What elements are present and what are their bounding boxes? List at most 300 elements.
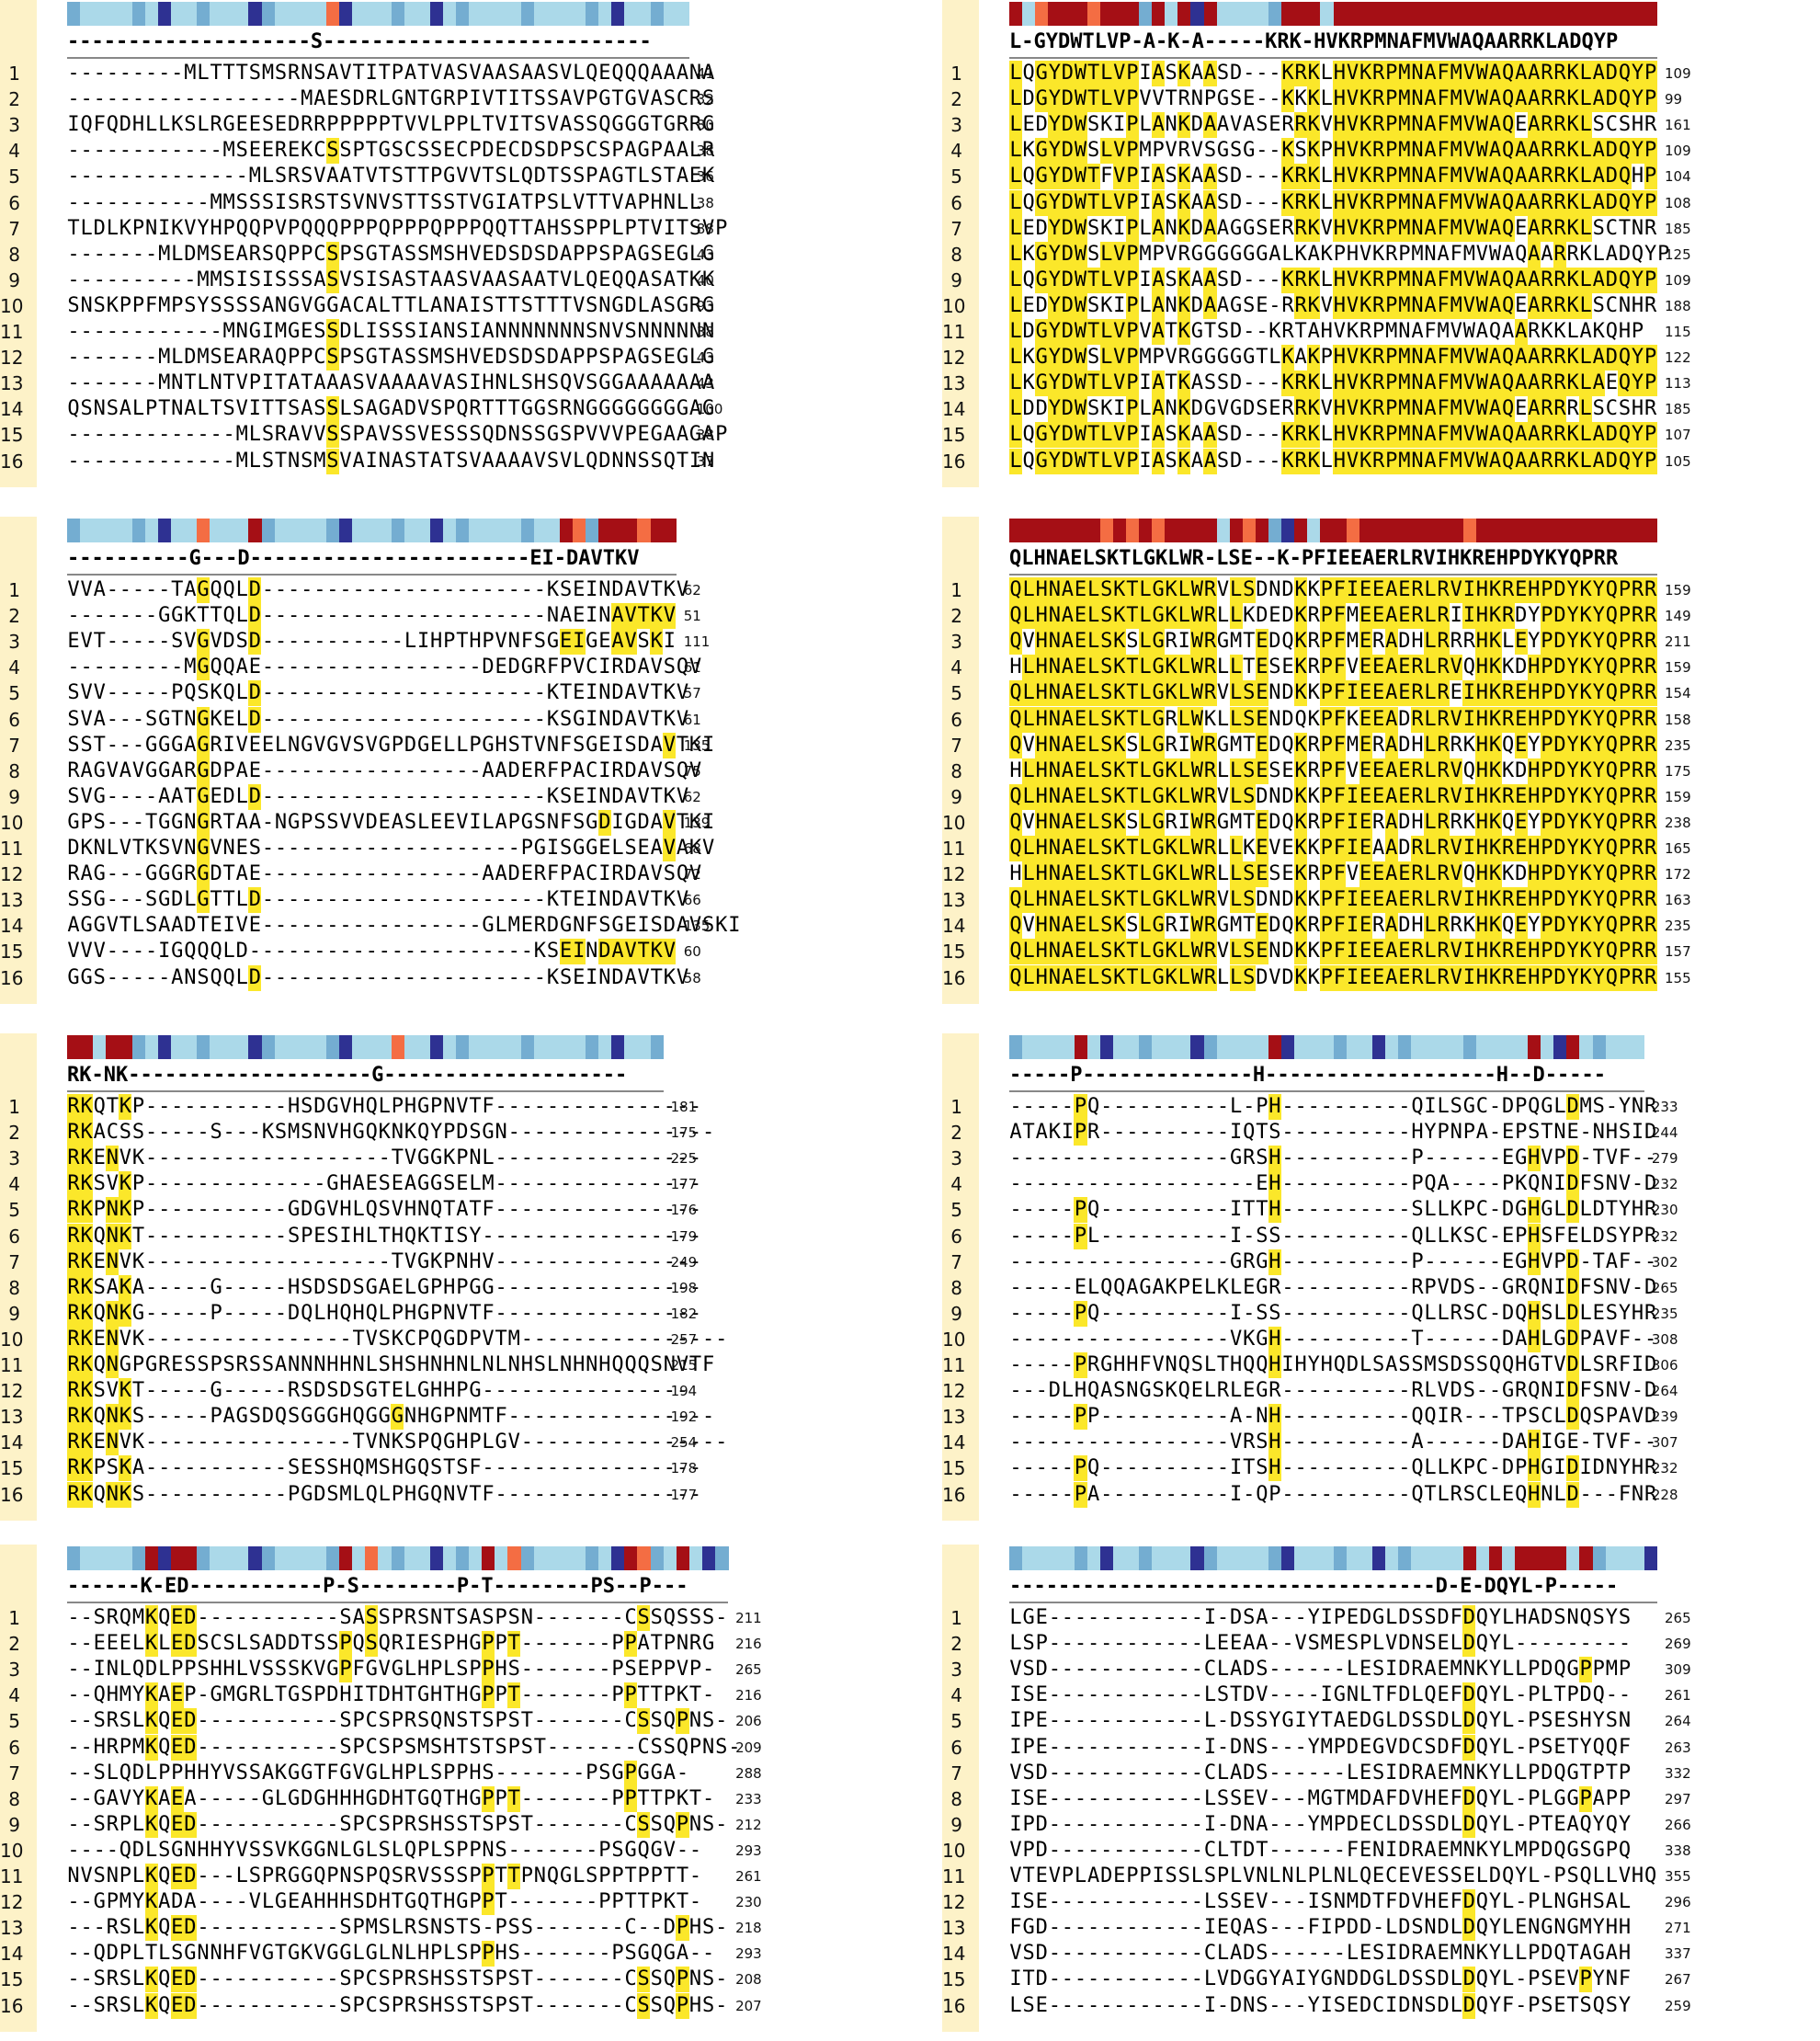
- conservation-cell: [378, 2, 392, 26]
- conservation-cell: [1126, 2, 1140, 26]
- conservation-cell: [1113, 519, 1127, 542]
- consensus-sequence: RK-NK--------------------G--------------------: [67, 1064, 628, 1087]
- conservation-cell: [1281, 1546, 1295, 1570]
- sequence-residues: FGD------------IEQAS---FIPDD-LDSNDLDQYLENGNGMYHH: [1009, 1916, 1632, 1940]
- conservation-cell: [171, 1546, 185, 1570]
- sequence-index: 10: [942, 294, 966, 317]
- sequence-end-position: 93: [696, 297, 714, 314]
- sequence-end-position: 109: [1665, 271, 1691, 289]
- conservation-cell: [210, 1546, 223, 1570]
- conservation-cell: [1566, 1546, 1580, 1570]
- sequence-end-position: 238: [1665, 814, 1691, 831]
- conservation-cell: [275, 519, 289, 542]
- alignment-panel: [942, 517, 1820, 1013]
- conservation-cell: [197, 2, 210, 26]
- conservation-cell: [1619, 1035, 1632, 1059]
- conservation-cell: [1450, 1035, 1463, 1059]
- sequence-end-position: 206: [735, 1713, 762, 1730]
- conservation-cell: [1190, 1035, 1204, 1059]
- conservation-cell: [119, 1546, 132, 1570]
- conservation-cell: [1372, 1035, 1386, 1059]
- sequence-index: 5: [8, 1199, 20, 1222]
- sequence-end-position: 288: [735, 1764, 762, 1782]
- conservation-cell: [547, 1035, 561, 1059]
- conservation-cell: [132, 1035, 146, 1059]
- sequence-residues: AGGVTLSAADTEIVE-----------------GLMERDGNFSGEISDAVSKI: [67, 914, 741, 938]
- consensus-divider: [67, 1090, 664, 1092]
- conservation-cell: [80, 519, 94, 542]
- sequence-index: 7: [8, 217, 20, 240]
- conservation-cell: [651, 519, 665, 542]
- conservation-cell: [1385, 519, 1399, 542]
- sequence-residues: --------------MLSRSVAATVTSTTPGVVTSLQDTSSPAGTLSTAEK: [67, 165, 715, 188]
- sequence-residues: VVA-----TAGQQLD----------------------KSEINDAVTKV: [67, 578, 689, 601]
- sequence-index: 1: [8, 579, 20, 601]
- sequence-residues: -----PQ----------ITTH----------SLLKPC-DGHGLDLDTYHR: [1009, 1198, 1657, 1222]
- conservation-cell: [1515, 1546, 1529, 1570]
- conservation-cell: [456, 1035, 470, 1059]
- sequence-index: 5: [950, 1199, 962, 1222]
- sequence-index: 13: [942, 372, 966, 395]
- conservation-cell: [275, 1035, 289, 1059]
- sequence-index: 3: [950, 1147, 962, 1170]
- sequence-index: 12: [0, 347, 24, 370]
- conservation-cell: [145, 1546, 159, 1570]
- conservation-cell: [482, 1546, 495, 1570]
- sequence-residues: --QDPLTLSGNNHFVGTGKVGGLGLNLHPLSPPHS-------PSGQGA--: [67, 1942, 715, 1966]
- sequence-residues: ------------MNGIMGESSDLISSSIANSIANNNNNNNSNVSNNNNNN: [67, 320, 715, 343]
- sequence-end-position: 257: [670, 1330, 698, 1348]
- conservation-cell: [677, 1546, 690, 1570]
- conservation-cell: [1424, 1035, 1438, 1059]
- sequence-end-position: 38: [696, 324, 714, 340]
- conservation-cell: [1048, 1035, 1062, 1059]
- conservation-cell: [664, 1546, 677, 1570]
- conservation-cell: [443, 519, 457, 542]
- sequence-index: 15: [0, 424, 24, 447]
- conservation-cell: [611, 1546, 625, 1570]
- conservation-cell: [1190, 2, 1204, 26]
- conservation-cell: [313, 1546, 327, 1570]
- conservation-cell: [1334, 1546, 1348, 1570]
- conservation-cell: [1579, 1546, 1593, 1570]
- conservation-cell: [1256, 1546, 1269, 1570]
- conservation-cell: [171, 2, 185, 26]
- alignment-panel: [0, 517, 878, 1013]
- conservation-cell: [158, 2, 172, 26]
- sequence-index: 6: [8, 191, 20, 214]
- conservation-cell: [1204, 1546, 1218, 1570]
- conservation-cell: [443, 2, 457, 26]
- sequence-end-position: 239: [1651, 1408, 1678, 1426]
- conservation-cell: [507, 1035, 521, 1059]
- conservation-cell: [210, 2, 223, 26]
- sequence-index: 15: [0, 941, 24, 963]
- conservation-bar: [1009, 1546, 1657, 1570]
- sequence-residues: -------------MLSRAVVSSPAVSSVESSSQDNSSGSPVVVPEGAAGAP: [67, 423, 728, 447]
- conservation-cell: [1152, 1546, 1166, 1570]
- sequence-residues: LEDYDWSKIPLANKDAAVASERRKVHVKRPMNAFMVWAQEARRKLSCSHR: [1009, 113, 1657, 137]
- conservation-cell: [352, 519, 366, 542]
- conservation-cell: [1541, 1546, 1554, 1570]
- sequence-end-position: 228: [1651, 1486, 1678, 1503]
- sequence-index: 16: [942, 1994, 966, 2017]
- sequence-residues: LQGYDWTLVPIASKAASD---KRKLHVKRPMNAFMVWAQAARRKLADQYP: [1009, 423, 1657, 447]
- sequence-end-position: 157: [1665, 943, 1691, 961]
- alignment-panel: [0, 0, 878, 496]
- conservation-cell: [482, 2, 495, 26]
- sequence-residues: LEDYDWSKIPLANKDAAGSE-RRKVHVKRPMNAFMVWAQEARRKLSCNHR: [1009, 293, 1657, 317]
- sequence-residues: RKENVK----------------TVSKCPQGDPVTM----------------: [67, 1327, 728, 1351]
- sequence-residues: RKENVK-------------------TVGGKPNL----------------: [67, 1146, 702, 1170]
- conservation-cell: [547, 1546, 561, 1570]
- consensus-sequence: ----------G---D-----------------------EI-DAVTKV: [67, 547, 640, 570]
- conservation-cell: [1243, 1035, 1257, 1059]
- conservation-cell: [1644, 1546, 1658, 1570]
- sequence-residues: LDGYDWTLVPVVTRNPGSE--KKKLHVKRPMNAFMVWAQAARRKLADQYP: [1009, 87, 1657, 111]
- sequence-residues: RKQNKT-----------SPESIHLTHQKTISY-----------------: [67, 1224, 702, 1248]
- sequence-residues: LSP------------LEEAA--VSMESPLVDNSELDQYL---------: [1009, 1632, 1632, 1656]
- conservation-bar: [1009, 1035, 1644, 1059]
- sequence-index: 10: [0, 1328, 24, 1351]
- consensus-divider: [67, 57, 689, 59]
- conservation-cell: [702, 1546, 716, 1570]
- sequence-residues: QSNSALPTNALTSVITTSASSLSAGADVSPQRTTTGGSRNGGGGGGGGAG: [67, 397, 715, 421]
- conservation-cell: [378, 519, 392, 542]
- conservation-cell: [573, 2, 586, 26]
- conservation-cell: [1347, 1546, 1360, 1570]
- sequence-index: 11: [0, 1354, 24, 1376]
- sequence-index: 6: [950, 191, 962, 214]
- conservation-cell: [469, 1546, 483, 1570]
- sequence-end-position: 297: [1665, 1790, 1691, 1807]
- conservation-cell: [158, 519, 172, 542]
- sequence-residues: --GAVYKAEA-----GLGDGHHHGDHTGQTHGPPT-------PPTTPKT-: [67, 1786, 715, 1810]
- conservation-cell: [67, 1035, 81, 1059]
- conservation-cell: [715, 1546, 729, 1570]
- conservation-cell: [1463, 1035, 1477, 1059]
- conservation-cell: [1619, 2, 1632, 26]
- sequence-end-position: 159: [1665, 659, 1691, 677]
- sequence-index: 12: [942, 347, 966, 370]
- sequence-residues: ---------MLTTTSMSRNSAVTITPATVASVAASAASVLQEQQQAAANA: [67, 62, 715, 85]
- conservation-cell: [1372, 519, 1386, 542]
- sequence-residues: RKQNKS-----------PGDSMLQLPHGQNVTF----------------: [67, 1482, 702, 1506]
- sequence-residues: QLHNAELSKTLGKLWRVLSENDKKPFIEEAERLRVIHKREHPDYKYQPRR: [1009, 940, 1657, 963]
- sequence-index: 4: [950, 1173, 962, 1196]
- sequence-end-position: 182: [670, 1305, 698, 1322]
- conservation-cell: [664, 2, 677, 26]
- conservation-cell: [1126, 519, 1140, 542]
- conservation-cell: [1450, 1546, 1463, 1570]
- conservation-cell: [495, 2, 508, 26]
- conservation-cell: [1528, 1546, 1541, 1570]
- sequence-residues: LDGYDWTLVPVATKGTSD--KRTAHVKRPMNAFMVWAQAARKKLAKQHP: [1009, 320, 1644, 343]
- sequence-end-position: 265: [1665, 1610, 1691, 1626]
- sequence-end-position: 279: [1651, 1150, 1678, 1168]
- conservation-cell: [1087, 2, 1101, 26]
- sequence-end-position: 107: [1665, 427, 1691, 444]
- sequence-end-position: 62: [683, 582, 701, 599]
- conservation-cell: [145, 519, 159, 542]
- sequence-index: 7: [950, 734, 962, 757]
- conservation-cell: [1190, 1546, 1204, 1570]
- conservation-cell: [378, 1035, 392, 1059]
- conservation-cell: [288, 1546, 301, 1570]
- sequence-index: 13: [0, 1406, 24, 1429]
- conservation-cell: [1113, 1035, 1127, 1059]
- conservation-cell: [262, 1035, 276, 1059]
- sequence-index: 3: [8, 1147, 20, 1170]
- sequence-index: 3: [950, 631, 962, 654]
- conservation-cell: [1009, 1546, 1023, 1570]
- sequence-end-position: 175: [1665, 762, 1691, 780]
- sequence-residues: --HRPMKQED-----------SPCSPSMSHTSTSPST-------CSSQPNS-: [67, 1735, 741, 1759]
- conservation-cell: [106, 519, 119, 542]
- sequence-end-position: 109: [1665, 143, 1691, 160]
- conservation-cell: [1307, 519, 1321, 542]
- conservation-cell: [352, 1546, 366, 1570]
- sequence-index: 11: [0, 838, 24, 860]
- sequence-end-position: 307: [1651, 1434, 1678, 1452]
- conservation-cell: [1230, 2, 1244, 26]
- conservation-cell: [586, 519, 599, 542]
- conservation-cell: [352, 1035, 366, 1059]
- conservation-cell: [1553, 519, 1567, 542]
- conservation-cell: [1268, 1546, 1282, 1570]
- conservation-cell: [1204, 1035, 1218, 1059]
- conservation-cell: [1593, 1035, 1607, 1059]
- sequence-residues: -----PQ----------I-SS----------QLLRSC-DQHSLDLESYHR: [1009, 1301, 1657, 1325]
- conservation-bar: [67, 1035, 664, 1059]
- sequence-residues: -----PQ----------L-PH----------QILSGC-DPQGLDMS-YNR: [1009, 1095, 1657, 1118]
- conservation-bar: [1009, 2, 1657, 26]
- conservation-cell: [197, 1035, 210, 1059]
- sequence-index: 1: [950, 63, 962, 85]
- conservation-cell: [197, 519, 210, 542]
- sequence-residues: -----PRGHHFVNQSLTHQQHIHYHQDLSASSMSDSSQQHGTVDLSRFID: [1009, 1353, 1657, 1376]
- conservation-cell: [365, 1546, 379, 1570]
- sequence-index: 4: [8, 140, 20, 163]
- conservation-cell: [1489, 1035, 1503, 1059]
- sequence-index: 2: [950, 605, 962, 628]
- consensus-divider: [1009, 1090, 1644, 1092]
- sequence-index: 15: [0, 1457, 24, 1480]
- conservation-cell: [598, 1546, 612, 1570]
- conservation-cell: [1075, 1035, 1088, 1059]
- conservation-cell: [1411, 1035, 1425, 1059]
- conservation-cell: [1281, 2, 1295, 26]
- conservation-cell: [1424, 519, 1438, 542]
- sequence-index: 13: [0, 889, 24, 912]
- conservation-cell: [1152, 519, 1166, 542]
- conservation-cell: [1553, 1546, 1567, 1570]
- sequence-residues: --SRPLKQED-----------SPCSPRSHSSTSPST-------CSSQPNS-: [67, 1812, 728, 1836]
- conservation-cell: [1632, 519, 1645, 542]
- alignment-panel: [0, 1545, 878, 2041]
- sequence-index: 15: [942, 1968, 966, 1991]
- sequence-index: 5: [950, 1710, 962, 1733]
- conservation-cell: [222, 2, 236, 26]
- conservation-cell: [507, 2, 521, 26]
- sequence-index: 11: [942, 1354, 966, 1376]
- conservation-cell: [1294, 2, 1308, 26]
- conservation-cell: [248, 2, 262, 26]
- sequence-residues: IPD------------I-DNA---YMPDECLDSSDLDQYL-PTEAQYQY: [1009, 1812, 1632, 1836]
- conservation-cell: [1476, 1035, 1490, 1059]
- conservation-cell: [1035, 1035, 1049, 1059]
- conservation-cell: [1217, 2, 1231, 26]
- sequence-end-position: 43: [696, 349, 714, 367]
- sequence-residues: --SLQDLPPHHYVSSAKGGTFGVGLHPLSPPHS-------PSGPGGA-: [67, 1761, 689, 1784]
- conservation-cell: [534, 2, 548, 26]
- sequence-residues: SVV-----PQSKQLD----------------------KTEINDAVTKV: [67, 681, 689, 705]
- sequence-residues: -----------------VRSH----------A------DAHIGE-TVF--: [1009, 1431, 1657, 1454]
- sequence-index: 2: [950, 88, 962, 111]
- conservation-cell: [586, 1546, 599, 1570]
- sequence-index: 4: [950, 140, 962, 163]
- conservation-cell: [1606, 1035, 1620, 1059]
- conservation-cell: [1075, 2, 1088, 26]
- sequence-index: 13: [942, 1406, 966, 1429]
- consensus-sequence: -----------------------------------D-E-DQYL-P-----: [1009, 1575, 1619, 1598]
- conservation-cell: [637, 519, 651, 542]
- conservation-cell: [1100, 2, 1114, 26]
- conservation-cell: [1632, 1035, 1645, 1059]
- conservation-cell: [482, 1035, 495, 1059]
- sequence-end-position: 88: [696, 220, 714, 237]
- sequence-end-position: 216: [735, 1687, 762, 1705]
- sequence-residues: LQGYDWTLVPIASKAASD---KRKLHVKRPMNAFMVWAQAARRKLADQYP: [1009, 268, 1657, 291]
- conservation-cell: [1372, 2, 1386, 26]
- sequence-residues: QVHNAELSKSLGRIWRGMTEDQKRPFIERADHLRRKHKQEYPDYKYQPRR: [1009, 914, 1657, 938]
- sequence-index: 7: [8, 734, 20, 757]
- sequence-residues: IPE------------L-DSSYGIYTAEDGLDSSDLDQYL-PSESHYSN: [1009, 1709, 1632, 1733]
- conservation-cell: [495, 1035, 508, 1059]
- conservation-cell: [1307, 1035, 1321, 1059]
- sequence-index: 3: [950, 1659, 962, 1682]
- sequence-index: 16: [942, 450, 966, 473]
- sequence-residues: ITD------------LVDGGYAIYGNDDGLDSSDLDQYL-PSEVPYNF: [1009, 1967, 1632, 1991]
- sequence-end-position: 269: [1665, 1636, 1691, 1653]
- conservation-cell: [651, 1546, 665, 1570]
- sequence-index: 16: [942, 1483, 966, 1506]
- sequence-index: 15: [942, 941, 966, 963]
- conservation-cell: [507, 1546, 521, 1570]
- sequence-end-position: 176: [670, 1202, 698, 1219]
- sequence-end-position: 309: [1665, 1661, 1691, 1679]
- sequence-end-position: 332: [1665, 1764, 1691, 1782]
- sequence-end-position: 218: [735, 1920, 762, 1937]
- sequence-end-position: 177: [670, 1486, 698, 1503]
- sequence-index: 4: [950, 1684, 962, 1707]
- sequence-index: 5: [8, 682, 20, 705]
- conservation-cell: [430, 1546, 444, 1570]
- sequence-index: 6: [950, 1736, 962, 1759]
- conservation-cell: [1553, 2, 1567, 26]
- sequence-index: 11: [0, 1865, 24, 1887]
- sequence-end-position: 38: [696, 194, 714, 211]
- conservation-cell: [145, 2, 159, 26]
- conservation-cell: [365, 1035, 379, 1059]
- sequence-index: 9: [8, 268, 20, 291]
- conservation-cell: [1152, 1035, 1166, 1059]
- sequence-end-position: 158: [1665, 711, 1691, 728]
- conservation-cell: [430, 2, 444, 26]
- conservation-cell: [119, 519, 132, 542]
- sequence-end-position: 99: [1665, 91, 1683, 108]
- sequence-end-position: 66: [683, 892, 701, 909]
- conservation-cell: [1087, 1035, 1101, 1059]
- sequence-residues: RKENVK-------------------TVGKPNHV----------------: [67, 1249, 702, 1273]
- sequence-index: 3: [8, 1659, 20, 1682]
- sequence-end-position: 230: [735, 1894, 762, 1911]
- sequence-residues: -----ELQQAGAKPELKLEGR----------RPVDS--GRQNIDFSNV-D: [1009, 1275, 1657, 1299]
- conservation-cell: [132, 519, 146, 542]
- sequence-end-position: 265: [735, 1661, 762, 1679]
- sequence-end-position: 62: [683, 788, 701, 805]
- conservation-cell: [1294, 1035, 1308, 1059]
- sequence-end-position: 302: [1651, 1253, 1678, 1271]
- sequence-index: 2: [8, 1122, 20, 1145]
- conservation-cell: [1256, 519, 1269, 542]
- conservation-cell: [573, 519, 586, 542]
- conservation-cell: [313, 519, 327, 542]
- sequence-residues: --SRSLKQED-----------SPCSPRSQNSTSPST-------CSSQPNS-: [67, 1709, 728, 1733]
- conservation-cell: [573, 1035, 586, 1059]
- sequence-end-position: 159: [1665, 582, 1691, 599]
- conservation-cell: [1139, 519, 1153, 542]
- conservation-cell: [222, 519, 236, 542]
- sequence-residues: LSE------------I-DNS---YISEDCIDNSDLDQYF-PSETSQSY: [1009, 1993, 1632, 2017]
- conservation-cell: [637, 1035, 651, 1059]
- consensus-sequence: --------------------S---------------------------: [67, 30, 652, 53]
- sequence-residues: RKQNGPGRESSPSRSSANNNHHNLSHSHNHNLNLNHSLNHNHQQQSNVTF: [67, 1353, 715, 1376]
- sequence-residues: QVHNAELSKSLGRIWRGMTEDQKRPFMERADHLRRRHKLEYPDYKYQPRR: [1009, 630, 1657, 654]
- sequence-residues: IQFQDHLLKSLRGEESEDRRPPPPPTVVLPPLTVITSVASSQGGGTGRRG: [67, 113, 715, 137]
- sequence-end-position: 261: [735, 1868, 762, 1885]
- sequence-end-position: 135: [683, 736, 711, 754]
- conservation-cell: [611, 1035, 625, 1059]
- sequence-residues: QLHNAELSKTLGKLWRVLSDNDKKPFIEEAERLRVIHKREHPDYKYQPRR: [1009, 784, 1657, 808]
- sequence-index: 12: [0, 1380, 24, 1403]
- conservation-cell: [1398, 1035, 1412, 1059]
- conservation-cell: [326, 519, 340, 542]
- sequence-end-position: 254: [670, 1434, 698, 1452]
- sequence-residues: LEDYDWSKIPLANKDAAGGSERRKVHVKRPMNAFMVWAQEARRKLSCTNR: [1009, 216, 1657, 240]
- sequence-end-position: 296: [1665, 1894, 1691, 1911]
- conservation-cell: [1139, 1546, 1153, 1570]
- sequence-end-position: 207: [735, 1997, 762, 2014]
- conservation-cell: [598, 519, 612, 542]
- sequence-end-position: 163: [1665, 892, 1691, 909]
- sequence-end-position: 43: [696, 375, 714, 393]
- sequence-end-position: 185: [1665, 220, 1691, 237]
- sequence-index: 9: [950, 1302, 962, 1325]
- sequence-index: 8: [8, 1276, 20, 1299]
- conservation-cell: [430, 1035, 444, 1059]
- sequence-index: 6: [8, 1736, 20, 1759]
- conservation-cell: [326, 2, 340, 26]
- conservation-cell: [1048, 519, 1062, 542]
- sequence-residues: -------MLDMSEARSQPPCSPSGTASSMSHVEDSDSDAPPSPAGSEGLG: [67, 242, 715, 266]
- sequence-index: 10: [942, 811, 966, 834]
- conservation-cell: [235, 1546, 249, 1570]
- sequence-residues: -----PP----------A-NH----------QQIR---TPSCLDQSPAVD: [1009, 1405, 1657, 1429]
- sequence-end-position: 192: [670, 1408, 698, 1426]
- sequence-index: 9: [950, 785, 962, 808]
- sequence-end-position: 216: [735, 1636, 762, 1653]
